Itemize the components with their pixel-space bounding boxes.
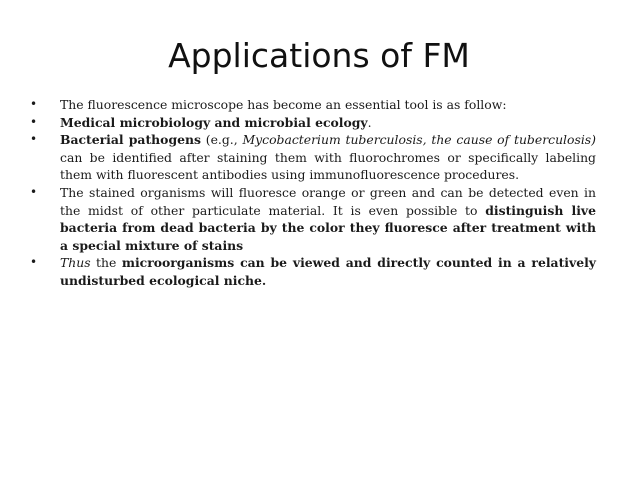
slide-title: Applications of FM <box>168 36 470 75</box>
bullet-text: the <box>90 255 122 271</box>
bullet-dot-icon: • <box>30 184 38 199</box>
bullet-text-bold: distinguish live bacteria from dead bacteria by the color they fluoresce after treatment with a special mixture of stains <box>60 202 596 253</box>
bullet-text: The stained organisms will fluoresce orange or green and can be detected even in the midst of other particulate material. It is even possible to <box>60 184 596 218</box>
bullet-dot-icon: • <box>30 114 38 129</box>
bullet-item <box>30 131 596 184</box>
bullet-dot-icon: • <box>30 132 38 147</box>
bullet-item <box>30 114 596 132</box>
bullet-text-bold: Medical microbiology and microbial ecology <box>60 114 368 130</box>
bullet-text-italic: Thus <box>60 255 91 271</box>
bullet-item <box>30 184 596 254</box>
bullet-item <box>30 96 596 114</box>
bullet-item <box>30 254 596 289</box>
bullet-text: The fluorescence microscope has become an essential tool is as follow: <box>60 97 507 112</box>
bullet-dot-icon: • <box>30 255 38 270</box>
bullet-dot-icon: • <box>30 97 38 111</box>
bullet-text-bold: microorganisms can be viewed and directly counted in a relatively undisturbed ecological niche. <box>60 255 596 288</box>
bullet-text-bold: Bacterial pathogens <box>60 132 201 148</box>
bullet-text-italic: Mycobacterium tuberculosis, the cause of tuberculosis) <box>242 132 596 148</box>
bullet-list <box>30 96 596 290</box>
bullet-text: can be identified after staining them with fluorochromes or specifically labeling them with fluorescent antibodies using immunofluorescence procedures. <box>60 149 596 183</box>
bullet-text: (e.g., <box>200 132 243 148</box>
bullet-text: . <box>367 114 372 130</box>
